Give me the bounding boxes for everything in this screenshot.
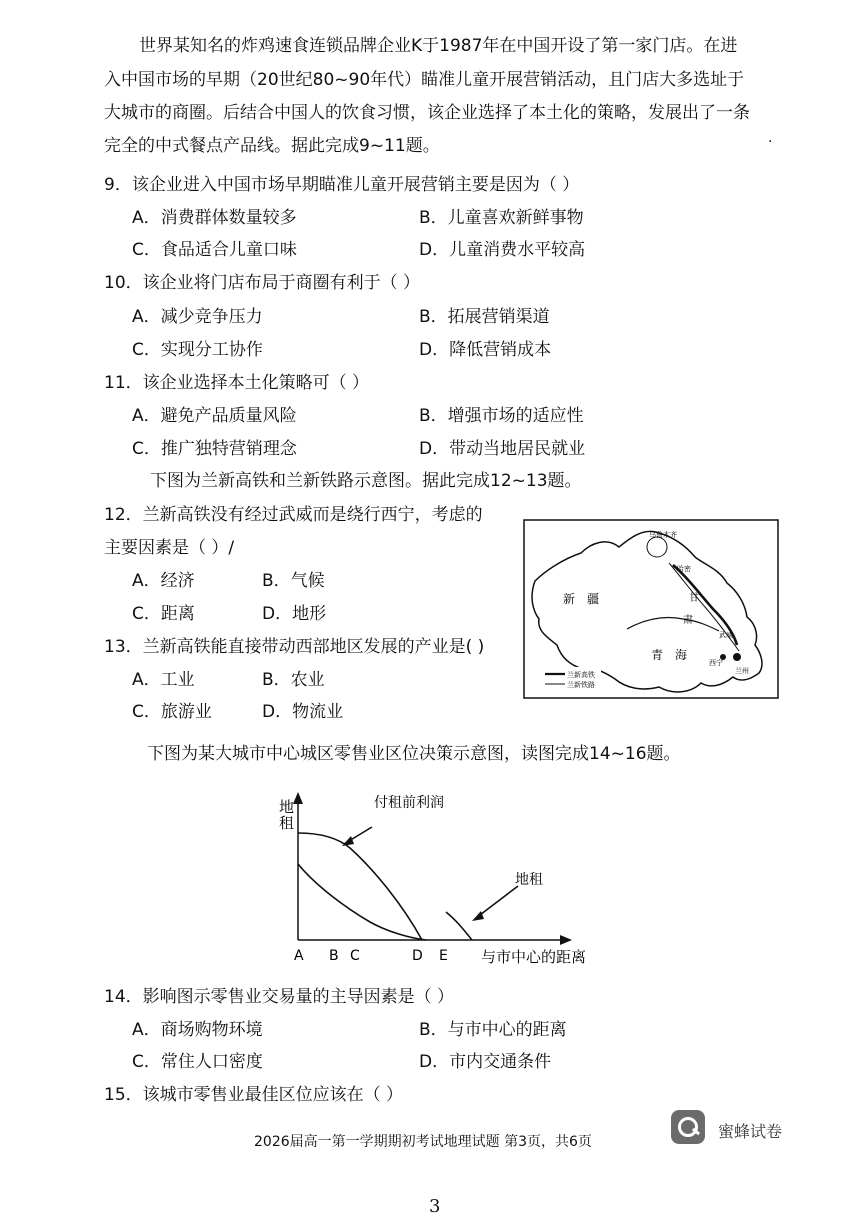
intro-line-3: 大城市的商圈。后结合中国人的饮食习惯，该企业选择了本土化的策略，发展出了一条 (104, 103, 750, 123)
intro-line-1: 世界某知名的炸鸡速食连锁品牌企业K于1987年在中国开设了第一家门店。在进 (139, 36, 738, 56)
q12-option-d: D．地形 (262, 604, 327, 624)
footer-title: 2026届高一第一学期期初考试地理试题 第3页，共6页 (254, 1134, 592, 1150)
q12-stem-line-1: 12．兰新高铁没有经过武威而是绕行西宁，考虑的 (104, 505, 483, 525)
tick-E: E (439, 948, 448, 964)
q13-option-b: B．农业 (262, 670, 325, 690)
q11-option-c: C．推广独特营销理念 (132, 439, 297, 459)
map-label-sufu: 肃 (683, 615, 693, 626)
y-label-2: 租 (279, 814, 295, 832)
x-axis-arrow (560, 935, 572, 945)
q14-option-c: C．常住人口密度 (132, 1052, 263, 1072)
q11-stem: 11．该企业选择本土化策略可（ ） (104, 373, 370, 393)
curve-rent-city (298, 864, 426, 940)
lanzhou-marker (733, 653, 741, 661)
q9-stem: 9．该企业进入中国市场早期瞄准儿童开展营销主要是因为（ ） (104, 175, 580, 195)
lanxin-railway-map (523, 519, 779, 699)
q10-option-b: B．拓展营销渠道 (419, 307, 550, 327)
tick-B: B (329, 948, 339, 964)
q12-option-a: A．经济 (132, 571, 195, 591)
map-label-lanzhou: 兰州 (735, 667, 749, 675)
tick-C: C (350, 948, 360, 964)
q11-option-b: B．增强市场的适应性 (419, 406, 584, 426)
q10-option-d: D．降低营销成本 (419, 340, 552, 360)
label-rent: 地租 (515, 872, 543, 888)
legend-rail-label: 兰新铁路 (567, 681, 595, 689)
legend-hsr-label: 兰新高铁 (567, 671, 595, 679)
q9-option-c: C．食品适合儿童口味 (132, 240, 297, 260)
q9-option-d: D．儿童消费水平较高 (419, 240, 586, 260)
q9-option-b: B．儿童喜欢新鲜事物 (419, 208, 584, 228)
x-label: 与市中心的距离 (481, 948, 587, 966)
q10-stem: 10．该企业将门店布局于商圈有利于（ ） (104, 273, 421, 293)
q14-option-b: B．与市中心的距离 (419, 1020, 567, 1040)
q12-stem-line-2: 主要因素是（ ）/ (104, 538, 235, 558)
q11-option-a: A．避免产品质量风险 (132, 406, 297, 426)
y-label-1: 地 (279, 798, 295, 816)
map-label-xining: 西宁 (709, 659, 723, 667)
arrow-to-rent (476, 886, 518, 918)
q13-option-c: C．旅游业 (132, 702, 212, 722)
curve-profit-before-rent (298, 833, 422, 940)
arrow-to-profit-head (342, 836, 354, 846)
q12-option-c: C．距离 (132, 604, 195, 624)
q13-option-d: D．物流业 (262, 702, 344, 722)
q14-stem: 14．影响图示零售业交易量的主导因素是（ ） (104, 987, 455, 1007)
q13-option-a: A．工业 (132, 670, 195, 690)
watermark-logo-icon (671, 1110, 705, 1144)
map-label-gansu: 甘 (689, 593, 699, 604)
graph-intro: 下图为某大城市中心城区零售业区位决策示意图，读图完成14~16题。 (147, 744, 681, 764)
q10-option-a: A．减少竞争压力 (132, 307, 263, 327)
map-intro: 下图为兰新高铁和兰新铁路示意图。据此完成12~13题。 (150, 471, 582, 491)
q15-stem: 15．该城市零售业最佳区位应该在（ ） (104, 1085, 404, 1105)
q13-stem: 13．兰新高铁能直接带动西部地区发展的产业是( ) (104, 637, 485, 657)
tick-A: A (294, 948, 304, 964)
map-label-qinghai: 青 海 (651, 648, 688, 662)
tick-D: D (412, 948, 423, 964)
watermark-text: 蜜蜂试卷 (718, 1122, 783, 1141)
q9-option-a: A．消费群体数量较多 (132, 208, 297, 228)
page-number: 3 (429, 1196, 441, 1217)
map-label-hami: 哈密 (677, 565, 691, 573)
q14-option-d: D．市内交通条件 (419, 1052, 552, 1072)
retail-location-graph (250, 782, 590, 972)
map-label-wuwei: 武威 (719, 631, 733, 639)
label-profit-before-rent: 付租前利润 (374, 795, 444, 811)
q12-option-b: B．气候 (262, 571, 325, 591)
map-label-xinjiang: 新 疆 (563, 592, 600, 606)
intro-line-4: 完全的中式餐点产品线。据此完成9~11题。 (104, 136, 440, 156)
q10-option-c: C．实现分工协作 (132, 340, 263, 360)
map-label-urumqi: 乌鲁木齐 (649, 531, 677, 539)
curve-rent-edge (446, 912, 472, 940)
q14-option-a: A．商场购物环境 (132, 1020, 263, 1040)
y-axis-arrow (293, 792, 303, 804)
intro-line-2: 入中国市场的早期（20世纪80~90年代）瞄准儿童开展营销活动，且门店大多选址于 (104, 70, 745, 90)
q11-option-d: D．带动当地居民就业 (419, 439, 586, 459)
stray-dot: · (768, 134, 773, 150)
